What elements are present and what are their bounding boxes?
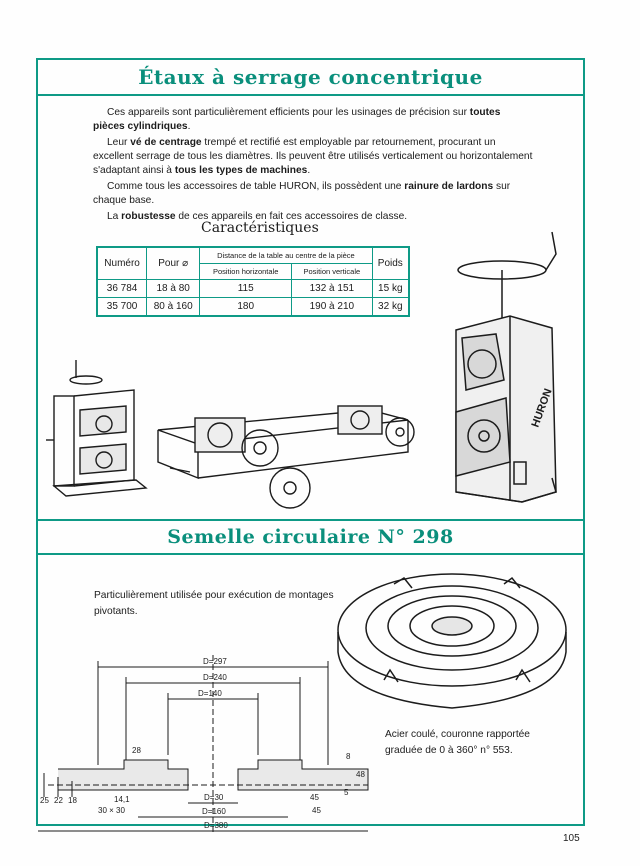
spec-table	[96, 246, 410, 317]
cell-pour: 80 à 160	[147, 298, 200, 317]
table-header-row	[97, 247, 409, 264]
cell-pos-h: 115	[200, 280, 292, 298]
huron-brand-label: HURON	[529, 387, 555, 430]
rotary-base-illustration	[334, 570, 574, 722]
cell-numero: 35 700	[97, 298, 147, 317]
dim-w45: 45	[310, 793, 319, 802]
dim-v18: 18	[68, 796, 77, 805]
section-title-etaux: Étaux à serrage concentrique	[38, 60, 583, 96]
dim-d380: D=380	[204, 821, 228, 830]
small-vise-illustration	[46, 350, 156, 510]
dim-v25: 25	[40, 796, 49, 805]
table-row	[97, 280, 409, 298]
dim-d160: D=160	[202, 807, 226, 816]
technical-drawing	[38, 645, 368, 830]
semelle-description: Particulièrement utilisée pour exécution de montages pivotants.	[94, 590, 334, 617]
dim-o45: 45	[312, 806, 321, 815]
dim-v22: 22	[54, 796, 63, 805]
intro-text	[93, 106, 533, 226]
header-position-verticale: Position verticale	[292, 264, 372, 280]
intro-paragraph: Ces appareils sont particulièrement efficients pour les usinages de précision sur toutes pièces cylindriques.	[93, 107, 501, 132]
dim-w28: 28	[132, 746, 141, 755]
cell-poids: 15 kg	[372, 280, 409, 298]
dim-h8: 8	[346, 752, 351, 761]
intro-paragraph: La robustesse de ces appareils en fait ces accessoires de classe.	[107, 211, 408, 222]
intro-paragraph: Comme tous les accessoires de table HURON, ils possèdent une rainure de lardons sur chaque base.	[93, 181, 511, 206]
cell-pos-v: 132 à 151	[292, 280, 372, 298]
dim-d30: D=30	[204, 793, 224, 802]
dim-w14: 14,1	[114, 795, 130, 804]
dim-slot: 30 × 30	[98, 806, 125, 815]
cell-poids: 32 kg	[372, 298, 409, 317]
header-position-horizontale: Position horizontale	[200, 264, 292, 280]
huron-angle-vise-illustration	[426, 230, 576, 520]
dim-d297: D=297	[203, 657, 227, 666]
cell-pos-v: 190 à 210	[292, 298, 372, 317]
dim-d140: D=140	[198, 689, 222, 698]
header-poids: Poids	[372, 247, 409, 280]
table-row	[97, 298, 409, 317]
header-numero: Numéro	[97, 247, 147, 280]
caracteristiques-heading: Caractéristiques	[201, 220, 319, 236]
header-distance: Distance de la table au centre de la pièce	[200, 247, 372, 264]
section-title-semelle: Semelle circulaire N° 298	[38, 519, 583, 555]
dim-h48: 48	[356, 770, 365, 779]
material-description: Acier coulé, couronne rapportée graduée de 0 à 360° n° 553.	[385, 729, 530, 756]
fixture-assembly-illustration	[150, 390, 420, 515]
cell-pos-h: 180	[200, 298, 292, 317]
header-pour: Pour ⌀	[147, 247, 200, 280]
page-number: 105	[563, 833, 580, 844]
intro-paragraph: Leur vé de centrage trempé et rectifié est employable par retournement, procurant un excellent serrage de tous les diamètres. Ils peuvent être utilisés verticalement ou horizontalement s'adaptant ainsi à tous les types de machines.	[93, 137, 533, 176]
dim-h5: 5	[344, 788, 349, 797]
cell-pour: 18 à 80	[147, 280, 200, 298]
dim-d240: D=240	[203, 673, 227, 682]
cell-numero: 36 784	[97, 280, 147, 298]
page-frame	[36, 58, 585, 830]
